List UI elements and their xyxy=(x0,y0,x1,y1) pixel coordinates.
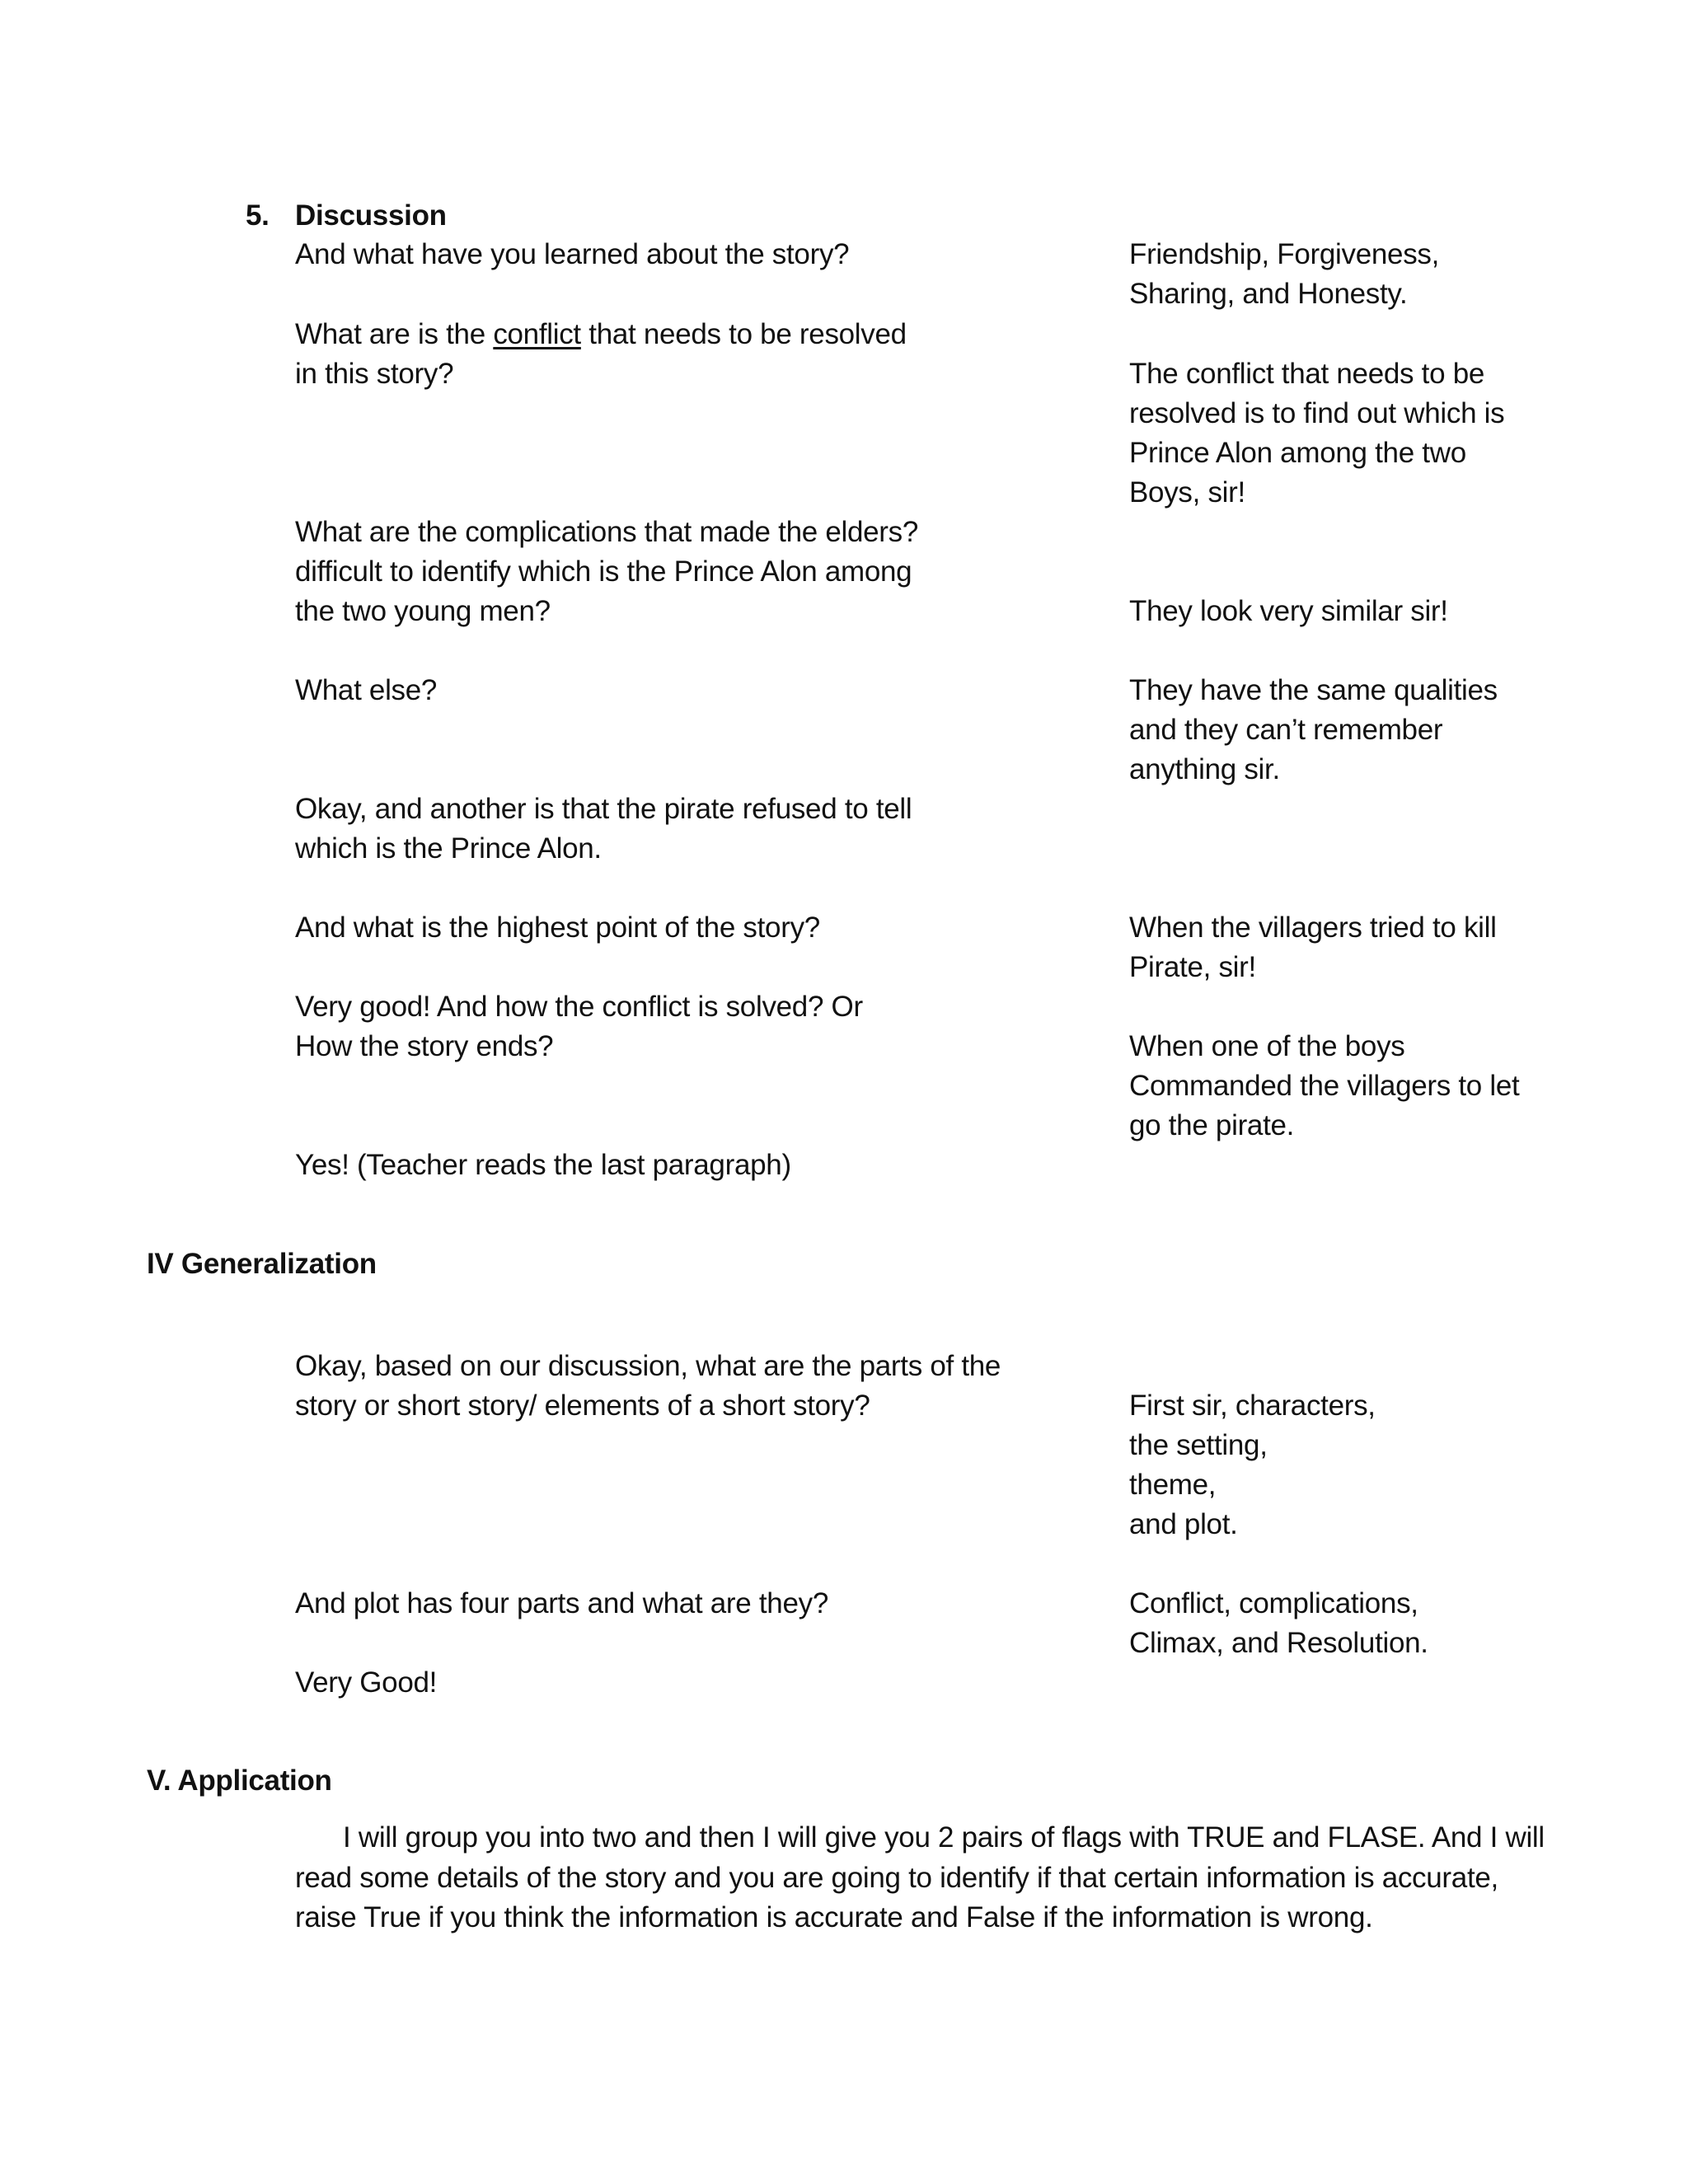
question-text: What are is the xyxy=(295,318,494,350)
student-answer: Friendship, Forgiveness, xyxy=(1129,238,1440,270)
question-text: that needs to be resolved xyxy=(580,318,907,350)
student-answer: theme, xyxy=(1129,1469,1217,1501)
student-answer: and plot. xyxy=(1129,1508,1238,1540)
student-answer: They have the same qualities xyxy=(1129,674,1498,706)
teacher-question: And what is the highest point of the story? xyxy=(295,912,820,944)
application-paragraph xyxy=(295,1818,1545,1938)
teacher-question: What are the complications that made the elders? xyxy=(295,516,919,548)
student-answer: Sharing, and Honesty. xyxy=(1129,278,1408,310)
student-answer: First sir, characters, xyxy=(1129,1390,1376,1422)
teacher-statement: Yes! (Teacher reads the last paragraph) xyxy=(295,1149,791,1181)
student-answer: Conflict, complications, xyxy=(1129,1587,1418,1619)
generalization-heading: IV Generalization xyxy=(147,1248,377,1280)
underlined-term: conflict xyxy=(493,318,581,350)
student-answer: When one of the boys xyxy=(1129,1030,1405,1062)
teacher-question: Okay, based on our discussion, what are the parts of the xyxy=(295,1350,1001,1382)
paragraph-line: I will group you into two and then I will give you 2 pairs of flags with TRUE and FLASE. And I will xyxy=(343,1821,1545,1854)
section-number: 5. xyxy=(246,199,270,232)
teacher-statement: Okay, and another is that the pirate refused to tell xyxy=(295,793,912,825)
student-answer: Climax, and Resolution. xyxy=(1129,1627,1428,1659)
student-answer: and they can’t remember xyxy=(1129,714,1443,746)
teacher-question: Very good! And how the conflict is solved? Or xyxy=(295,991,863,1023)
discussion-heading: Discussion xyxy=(295,199,447,232)
student-answer: the setting, xyxy=(1129,1429,1268,1461)
student-answer: Commanded the villagers to let xyxy=(1129,1070,1520,1102)
paragraph-line: raise True if you think the information is accurate and False if the information is wrong. xyxy=(295,1901,1373,1933)
student-answer: Prince Alon among the two xyxy=(1129,437,1466,469)
student-answer: anything sir. xyxy=(1129,753,1280,785)
student-answer: When the villagers tried to kill xyxy=(1129,912,1497,944)
teacher-question: What else? xyxy=(295,674,438,706)
teacher-question: difficult to identify which is the Prince Alon among xyxy=(295,555,912,588)
student-answer: resolved is to find out which is xyxy=(1129,397,1505,429)
application-heading: V. Application xyxy=(147,1765,332,1797)
student-answer: Boys, sir! xyxy=(1129,476,1245,509)
student-answer: go the pirate. xyxy=(1129,1109,1295,1141)
student-answer: Pirate, sir! xyxy=(1129,951,1256,983)
teacher-statement: which is the Prince Alon. xyxy=(295,832,602,865)
teacher-question: story or short story/ elements of a short story? xyxy=(295,1390,870,1422)
teacher-question: in this story? xyxy=(295,358,454,390)
teacher-question: And plot has four parts and what are they? xyxy=(295,1587,828,1619)
student-answer: The conflict that needs to be xyxy=(1129,358,1485,390)
teacher-question: How the story ends? xyxy=(295,1030,554,1062)
teacher-question: And what have you learned about the story? xyxy=(295,238,850,270)
teacher-question: the two young men? xyxy=(295,595,551,627)
student-answer: They look very similar sir! xyxy=(1129,595,1448,627)
paragraph-line: read some details of the story and you are going to identify if that certain information is accurate, xyxy=(295,1861,1498,1894)
teacher-question xyxy=(295,315,907,354)
teacher-statement: Very Good! xyxy=(295,1666,438,1699)
